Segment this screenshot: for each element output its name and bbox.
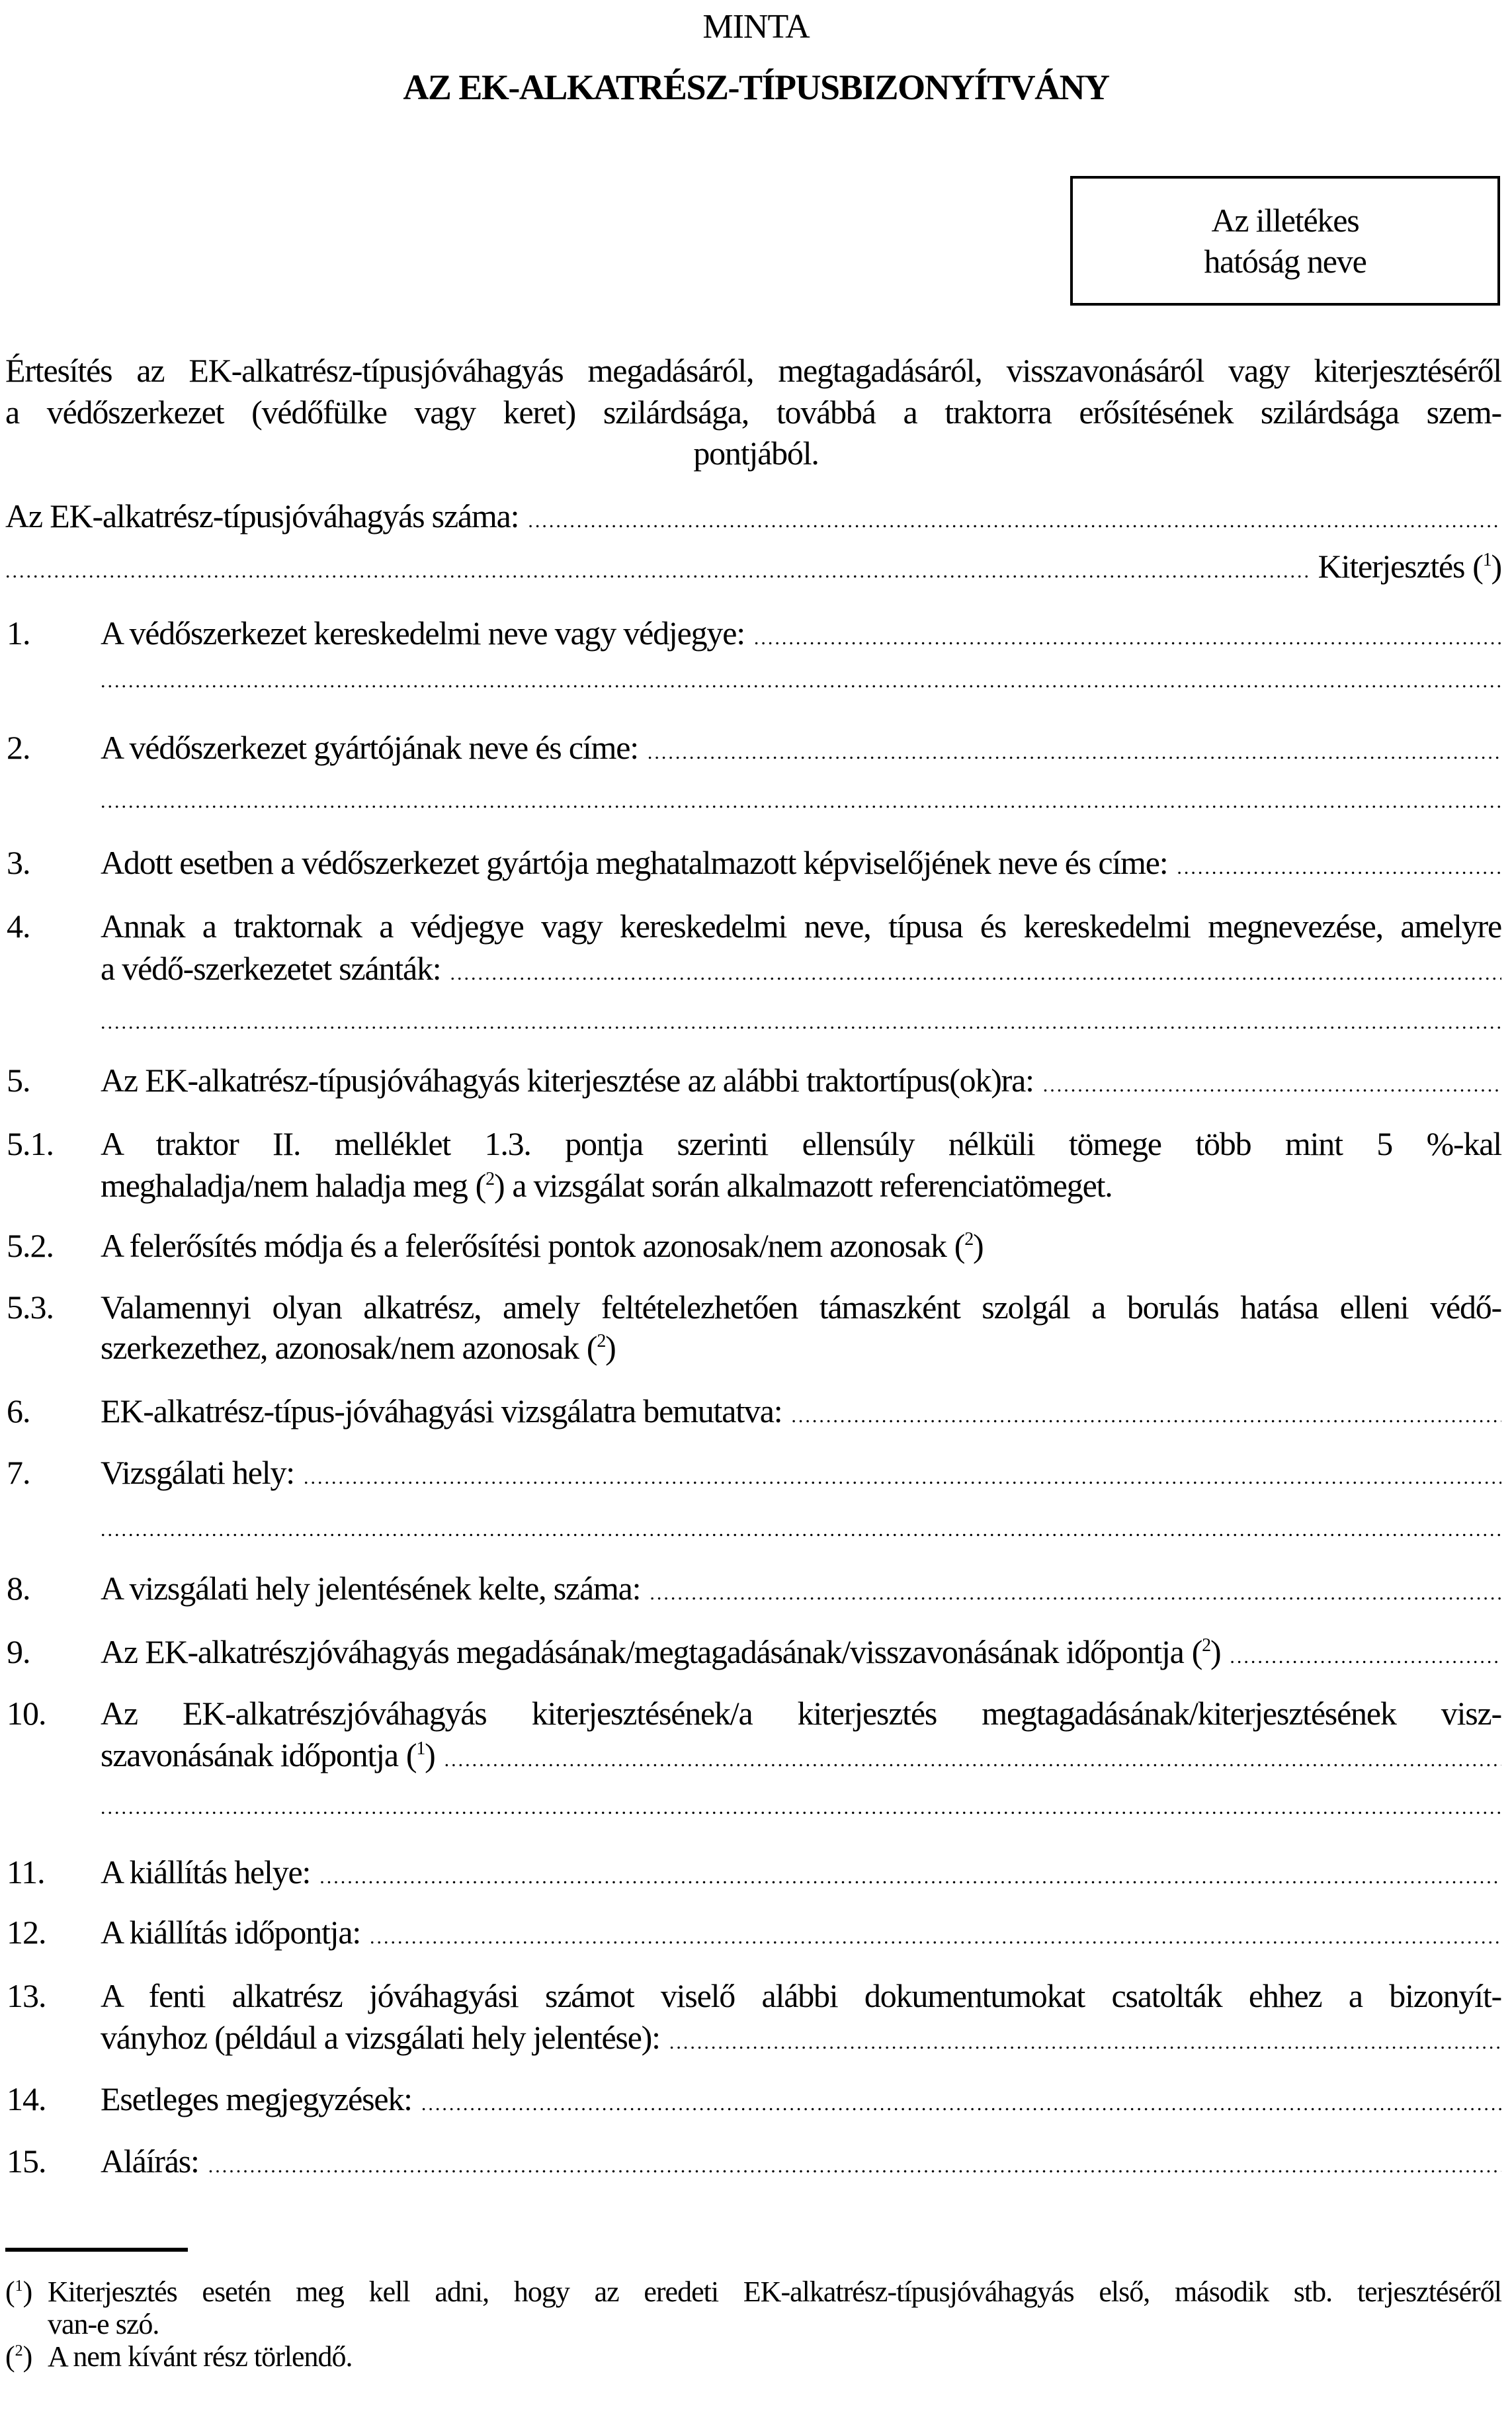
item-number: 12. — [7, 1914, 46, 1951]
intro-line-3: pontjából. — [693, 435, 819, 472]
footnote-1-line1: Kiterjesztés esetén meg kell adni, hogy az eredeti EK-alkatrész-típusjóváhagyás első, második stb. terjesztéséről — [48, 2276, 1501, 2308]
item-2-field[interactable] — [101, 728, 1501, 773]
item-5-1-option-text: meghaladja/nem haladja meg — [101, 1167, 468, 1204]
item-6-label: EK-alkatrész-típus-jóváhagyási vizsgálatra bemutatva: — [101, 1392, 782, 1429]
footnote-2-ref: ($^2$) — [5, 2340, 33, 2373]
item-5-dots — [1043, 1066, 1501, 1105]
document-title: AZ EK-ALKATRÉSZ-TÍPUSBIZONYÍTVÁNY — [403, 67, 1109, 107]
approval-number-label: Az EK-alkatrész-típusjóváhagyás száma: — [5, 497, 519, 534]
extension-footnote-ref: ($^1$) — [1472, 548, 1501, 585]
intro-line-2: a védőszerkezet (védőfülke vagy keret) szilárdsága, továbbá a traktorra erősítésének szilárdsága szem- — [5, 394, 1501, 431]
item-1-field[interactable] — [101, 613, 1501, 658]
approval-number-field[interactable] — [5, 496, 1501, 541]
item-2-continuation-dots[interactable] — [101, 782, 1501, 822]
item-7-field[interactable] — [101, 1453, 1501, 1498]
item-number: 10. — [7, 1695, 46, 1732]
footnote-1-ref: ($^1$) — [5, 2276, 33, 2308]
item-12-dots — [370, 1918, 1501, 1957]
item-number: 3. — [7, 844, 30, 881]
item-5-3-label-line2 — [101, 1328, 616, 1367]
item-number: 15. — [7, 2143, 46, 2180]
item-number: 6. — [7, 1392, 30, 1429]
item-5-2-label — [101, 1226, 983, 1265]
item-number: 14. — [7, 2080, 46, 2117]
item-14-dots — [421, 2084, 1501, 2124]
item-2-label: A védőszerkezet gyártójának neve és címe: — [101, 729, 638, 766]
item-1-label: A védőszerkezet kereskedelmi neve vagy védjegye: — [101, 615, 745, 652]
item-13-dots — [669, 2023, 1501, 2063]
item-9-label: Az EK-alkatrészjóváhagyás megadásának/megtagadásának/visszavonásának időpontja — [101, 1633, 1184, 1670]
item-number: 5. — [7, 1062, 30, 1099]
item-number: 1. — [7, 615, 30, 652]
item-12-field[interactable] — [101, 1912, 1501, 1957]
item-10-footnote-ref: ($^1$) — [405, 1736, 435, 1773]
item-number: 2. — [7, 729, 30, 766]
item-11-field[interactable] — [101, 1852, 1501, 1897]
item-14-label: Esetleges megjegyzések: — [101, 2080, 412, 2117]
item-5-2-footnote-ref: ($^2$) — [954, 1227, 984, 1264]
item-3-field[interactable] — [101, 843, 1501, 888]
item-5-3-label-line1: Valamennyi olyan alkatrész, amely feltételezhetően támaszként szolgál a borulás hatása elleni védő- — [101, 1289, 1501, 1326]
item-6-dots — [791, 1396, 1501, 1436]
item-4-field[interactable] — [101, 949, 1501, 994]
item-9-field[interactable] — [101, 1632, 1501, 1677]
item-13-field[interactable] — [101, 2018, 1501, 2063]
item-15-field[interactable] — [101, 2141, 1501, 2186]
footnote-1-line2: van-e szó. — [48, 2308, 159, 2340]
extension-field[interactable] — [5, 546, 1501, 591]
item-4-label-line1: Annak a traktornak a védjegye vagy kereskedelmi neve, típusa és kereskedelmi megnevezése, amelyre — [101, 908, 1501, 945]
item-5-1-footnote-ref: ($^2$) — [475, 1167, 505, 1204]
item-15-label: Aláírás: — [101, 2143, 199, 2180]
approval-number-dots — [528, 501, 1501, 541]
item-7-dots — [304, 1458, 1501, 1498]
item-8-field[interactable] — [101, 1568, 1501, 1613]
extension-label: Kiterjesztés — [1318, 548, 1465, 585]
item-14-field[interactable] — [101, 2079, 1501, 2124]
item-11-dots — [319, 1857, 1501, 1897]
item-4-dots — [450, 954, 1502, 994]
item-13-label-line2: ványhoz (például a vizsgálati hely jelentése): — [101, 2019, 660, 2056]
item-number: 7. — [7, 1454, 30, 1491]
authority-box-line2: hatóság neve — [1204, 243, 1366, 280]
item-1-dots — [754, 618, 1501, 658]
footnote-2-text: A nem kívánt rész törlendő. — [48, 2340, 353, 2373]
item-5-field[interactable] — [101, 1060, 1501, 1105]
item-number: 4. — [7, 908, 30, 945]
item-number: 5.3. — [7, 1289, 54, 1326]
intro-line-1: Értesítés az EK-alkatrész-típusjóváhagyás megadásáról, megtagadásáról, visszavonásáról vagy kiterjesztéséről — [5, 352, 1501, 389]
item-11-label: A kiállítás helye: — [101, 1853, 311, 1891]
item-10-continuation-dots[interactable] — [101, 1788, 1501, 1828]
item-4-label-line2: a védő-szerkezetet szánták: — [101, 950, 441, 987]
item-5-1-label-line1: A traktor II. melléklet 1.3. pontja szerinti ellensúly nélküli tömege több mint 5 %-kal — [101, 1125, 1501, 1162]
item-4-continuation-dots[interactable] — [101, 1003, 1501, 1043]
item-10-field[interactable] — [101, 1735, 1501, 1780]
item-8-dots — [650, 1574, 1501, 1613]
authority-box-line1: Az illetékes — [1211, 202, 1359, 239]
extension-dots — [5, 552, 1309, 591]
item-2-dots — [648, 733, 1501, 773]
authority-name-box — [1070, 176, 1500, 306]
item-15-dots — [208, 2147, 1501, 2186]
item-10-label-line2: szavonásának időpontja — [101, 1736, 398, 1773]
item-5-1-label-line2 — [101, 1166, 1113, 1205]
item-9-dots — [1230, 1637, 1501, 1677]
item-6-field[interactable] — [101, 1391, 1501, 1436]
item-number: 5.2. — [7, 1227, 54, 1264]
item-number: 5.1. — [7, 1125, 54, 1162]
item-1-continuation-dots[interactable] — [101, 661, 1501, 701]
item-9-footnote-ref: ($^2$) — [1191, 1633, 1221, 1670]
item-5-3-text: szerkezethez, azonosak/nem azonosak — [101, 1329, 579, 1366]
item-10-label-line1: Az EK-alkatrészjóváhagyás kiterjesztésének/a kiterjesztés megtagadásának/kiterjesztésének visz- — [101, 1695, 1501, 1732]
item-number: 13. — [7, 1977, 46, 2014]
item-12-label: A kiállítás időpontja: — [101, 1914, 361, 1951]
document-label: MINTA — [702, 8, 810, 46]
item-number: 11. — [7, 1853, 45, 1891]
item-5-2-text: A felerősítés módja és a felerősítési pontok azonosak/nem azonosak — [101, 1227, 946, 1264]
item-3-dots — [1177, 848, 1501, 888]
item-10-dots — [444, 1740, 1501, 1780]
item-7-label: Vizsgálati hely: — [101, 1454, 294, 1491]
item-5-3-footnote-ref: ($^2$) — [586, 1329, 616, 1366]
item-8-label: A vizsgálati hely jelentésének kelte, száma: — [101, 1570, 641, 1607]
item-5-label: Az EK-alkatrész-típusjóváhagyás kiterjesztése az alábbi traktortípus(ok)ra: — [101, 1062, 1034, 1099]
item-5-1-tail-text: a vizsgálat során alkalmazott referenciatömeget. — [512, 1167, 1113, 1204]
item-7-continuation-dots[interactable] — [101, 1510, 1501, 1550]
item-13-label-line1: A fenti alkatrész jóváhagyási számot viselő alábbi dokumentumokat csatolták ehhez a bizonyít- — [101, 1977, 1501, 2014]
item-number: 9. — [7, 1633, 30, 1670]
item-3-label: Adott esetben a védőszerkezet gyártója meghatalmazott képviselőjének neve és címe: — [101, 844, 1168, 881]
footnote-separator — [5, 2248, 188, 2252]
item-number: 8. — [7, 1570, 30, 1607]
